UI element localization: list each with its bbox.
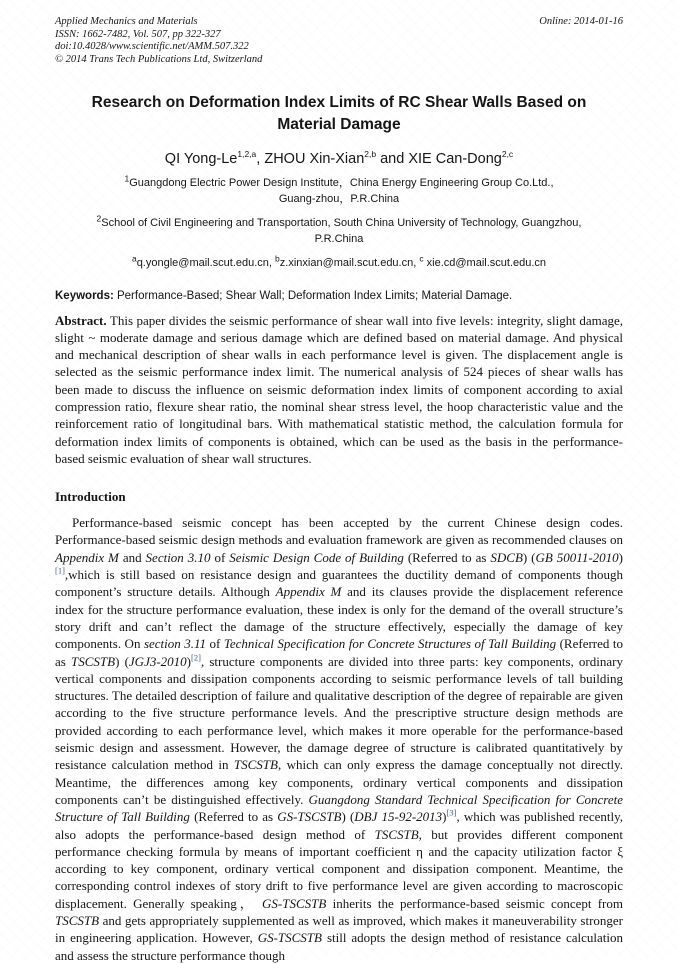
affiliation-2: [55, 213, 623, 247]
abstract-paragraph: [55, 312, 623, 468]
online-date: Online: 2014-01-16: [539, 16, 623, 27]
text-segment: ,which is still based on resistance design and guarantees the ductility demand of components though component’s structure details. Although: [55, 567, 623, 600]
text-segment: ) (: [115, 653, 129, 669]
section-paragraph: [55, 514, 623, 964]
affiliation-1: [55, 173, 623, 207]
text-segment: (Referred to as: [403, 549, 491, 565]
text-segment: , but provides different component performance checking formula by means of important coefficient η and the capacity utilization factor ξ according to key component, ordinary vertical component and dissipation component. Meantime, the corresponding control indexes of story drift to five performance level are given according to macroscopic displacement. Generally speaking，: [55, 826, 623, 911]
keywords-line: [55, 289, 623, 303]
text-segment: inherits the performance-based seismic concept from: [326, 895, 623, 911]
journal-copyright-line: © 2014 Trans Tech Publications Ltd, Switzerland: [55, 53, 263, 65]
text-segment: still adopts the design method of resistance calculation and assess the structure performance though: [55, 930, 624, 963]
superscript-label: 1: [124, 173, 130, 184]
superscript-label: 2,b: [364, 149, 377, 160]
text-segment: This paper divides the seismic performance of shear wall into five levels: integrity, slight damage, slight ~ moderate damage and serious damage which are defined based on material damage. And physical and mechanical description of shear walls in each performance level is given. The displacement angle is selected as the seismic performance index limit. The numerical analysis of 524 pieces of shear walls has been made to discuss the influence on seismic deformation index limits of component according to axial compression ratio, flexure shear ratio, the nominal shear stress level, the hoop characteristic value and the reinforcement ratio of longitudinal bars. With mathematical statistic method, the calculation formula for deformation index limits of components is obtained, which can be used as the basis in the performance-based seismic evaluation of shear wall structures.: [55, 312, 623, 466]
text-segment: , which can only express the damage conceptually not directly. Meantime, the differences among key components, ordinary vertical components and dissipation components can’t be distinguished effectively.: [55, 757, 623, 807]
text-segment: , structure components are divided into three parts: key components, ordinary vertical components and dissipation components according to seismic performance levels of tall building structures. The detailed description of failure and qualitative description of the degree of repairable are given according to the five structure performance levels. And the prescriptive structure design methods are provided according to each performance level, which makes it more operable for the performance-based seismic design and assessment. However, the damage degree of structure is calibrated quantitatively by resistance calculation method in: [55, 653, 623, 773]
affiliation-1-line-2: Guang-zhou，P.R.China: [278, 192, 400, 205]
text-segment: Performance-based seismic concept has been accepted by the current Chinese design codes. Performance-based seismic design methods and evaluation framework are given as recommended clauses on: [55, 515, 623, 548]
author-emails: [55, 253, 623, 272]
text-segment: (Referred to as: [55, 636, 623, 669]
authors-line: [55, 151, 623, 167]
journal-issn-line: ISSN: 1662-7482, Vol. 507, pp 322-327: [55, 28, 221, 40]
text-segment: ): [442, 809, 447, 825]
text-segment: , which was published recently, also adopts the performance-based design method of: [55, 809, 623, 842]
text-segment: section 3.11: [143, 636, 207, 652]
text-segment: z.xinxian@mail.scut.edu.cn,: [279, 257, 420, 269]
superscript-label: b: [275, 253, 280, 264]
text-segment: Guangdong Standard Technical Specification for Concrete Structure of Tall Building: [55, 791, 623, 825]
section-introduction: [55, 489, 623, 964]
journal-doi-line: doi:10.4028/www.scientific.net/AMM.507.322: [55, 41, 249, 52]
text-segment: Technical Specification for Concrete Structures of Tall Building: [223, 636, 557, 652]
text-segment: Section 3.10: [145, 549, 211, 565]
affiliation-1-line-1: [55, 173, 623, 192]
text-segment: GS-TSCSTB: [277, 809, 342, 825]
text-segment: of: [210, 549, 230, 565]
text-segment: TSCSTB: [55, 913, 100, 928]
citation-ref[interactable]: [2]: [191, 652, 201, 663]
text-segment: Keywords:: [55, 289, 114, 302]
text-segment: q.yongle@mail.scut.edu.cn,: [136, 257, 276, 269]
text-segment: Appendix M: [55, 549, 119, 565]
text-segment: and: [118, 549, 146, 565]
text-segment: Seismic Design Code of Building: [229, 549, 404, 565]
text-segment: ): [618, 549, 623, 565]
text-segment: of: [206, 636, 224, 652]
affiliation-2-line-2: P.R.China: [314, 232, 364, 245]
text-segment: TSCSTB: [374, 826, 419, 842]
journal-info: [55, 16, 262, 66]
journal-header: [55, 16, 623, 66]
text-segment: and its clauses provide the displacement reference index for the structure performance evaluation, these index is only for the demand of the overall structure’s story drift and can’t reflect the damage of the structure effectively, especially the damage of key components. On: [55, 584, 624, 652]
text-segment: JGJ3-2010: [128, 653, 187, 669]
text-segment: , ZHOU Xin-Xian: [256, 151, 365, 167]
text-segment: TSCSTB: [233, 757, 278, 773]
text-segment: ): [186, 653, 192, 669]
citation-ref[interactable]: [3]: [446, 807, 457, 818]
text-segment: GB 50011-2010: [535, 549, 619, 565]
text-segment: Guangdong Electric Power Design Institute，China Energy Engineering Group Co.Ltd.,: [129, 177, 554, 189]
text-segment: xie.cd@mail.scut.edu.cn: [423, 257, 547, 269]
text-segment: SDCB: [490, 549, 523, 565]
text-segment: (Referred to as: [189, 809, 278, 825]
text-segment: and XIE Can-Dong: [376, 151, 502, 167]
text-segment: School of Civil Engineering and Transportation, South China University of Technology, Guangzhou,: [101, 217, 582, 229]
journal-name: Applied Mechanics and Materials: [55, 16, 198, 27]
superscript-label: 2: [96, 213, 102, 224]
superscript-label: 2,c: [501, 149, 514, 160]
text-segment: Abstract.: [55, 312, 107, 328]
superscript-label: c: [419, 253, 424, 264]
text-segment: ) (: [522, 549, 536, 565]
text-segment: and gets appropriately supplemented as well as improved, which makes it maneuverability stronger in engineering application. However,: [55, 913, 623, 946]
text-segment: Performance-Based; Shear Wall; Deformation Index Limits; Material Damage.: [113, 289, 513, 302]
superscript-label: 1,2,a: [237, 149, 257, 160]
text-segment: QI Yong-Le: [164, 151, 238, 167]
text-segment: GS-TSCSTB: [262, 895, 327, 911]
text-segment: DBJ 15-92-2013: [354, 809, 443, 825]
citation-ref[interactable]: [1]: [55, 565, 65, 576]
affiliation-2-line-1: [55, 213, 623, 232]
text-segment: Appendix M: [275, 584, 342, 600]
text-segment: TSCSTB: [71, 653, 116, 669]
text-segment: ) (: [341, 809, 355, 825]
text-segment: GS-TSCSTB: [257, 930, 322, 946]
superscript-label: a: [131, 253, 137, 264]
paper-title: Research on Deformation Index Limits of RC Shear Walls Based on Material Damage: [91, 94, 587, 133]
section-heading: Introduction: [55, 489, 126, 505]
